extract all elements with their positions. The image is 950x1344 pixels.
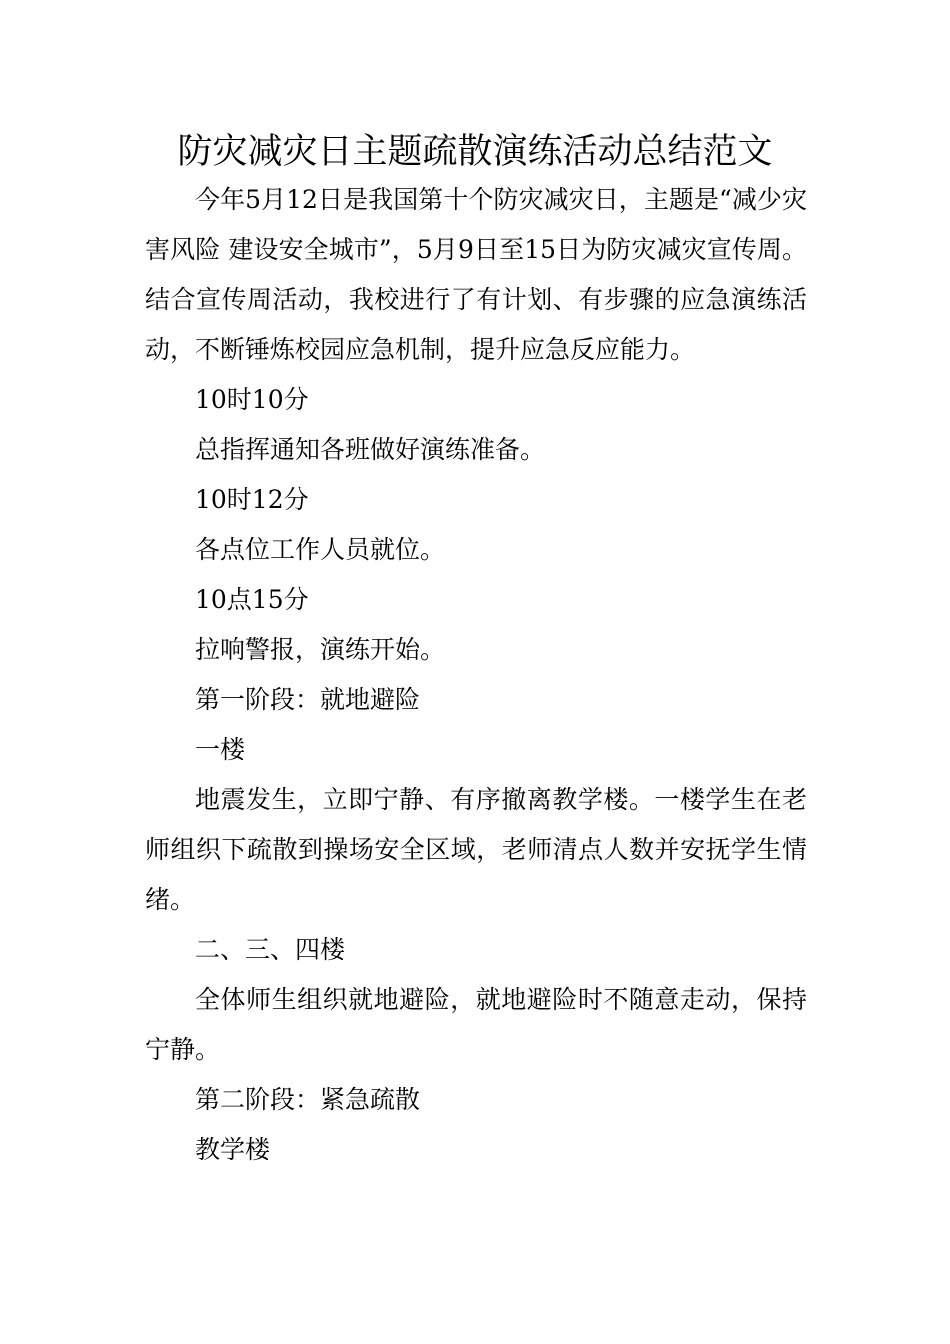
time-heading: 10时12分 bbox=[195, 485, 309, 514]
stage-heading: 第二阶段：紧急疏散 bbox=[195, 1085, 421, 1114]
time-heading: 10时10分 bbox=[195, 385, 309, 414]
document-title: 防灾减灾日主题疏散演练活动总结范文 bbox=[177, 132, 773, 172]
body-line: 各点位工作人员就位。 bbox=[195, 535, 446, 564]
time-heading: 10点15分 bbox=[195, 585, 309, 614]
stage-heading: 第一阶段：就地避险 bbox=[195, 685, 421, 714]
floor-heading: 一楼 bbox=[195, 735, 246, 764]
body-paragraph: 全体师生组织就地避险，就地避险时不随意走动，保持宁静。 bbox=[145, 985, 807, 1064]
body-line: 总指挥通知各班做好演练准备。 bbox=[195, 435, 546, 464]
body-line: 拉响警报，演练开始。 bbox=[195, 635, 446, 664]
floor-heading: 二、三、四楼 bbox=[195, 935, 346, 964]
body-paragraph: 地震发生，立即宁静、有序撤离教学楼。一楼学生在老师组织下疏散到操场安全区域，老师清点人数并安抚学生情绪。 bbox=[145, 785, 807, 914]
document-body bbox=[145, 175, 807, 1175]
building-heading: 教学楼 bbox=[195, 1135, 271, 1164]
intro-paragraph: 今年5月12日是我国第十个防灾减灾日，主题是“减少灾害风险 建设安全城市”，5月9日至15日为防灾减灾宣传周。结合宣传周活动，我校进行了有计划、有步骤的应急演练活动，不断锤炼校园应急机制，提升应急反应能力。 bbox=[145, 185, 807, 364]
